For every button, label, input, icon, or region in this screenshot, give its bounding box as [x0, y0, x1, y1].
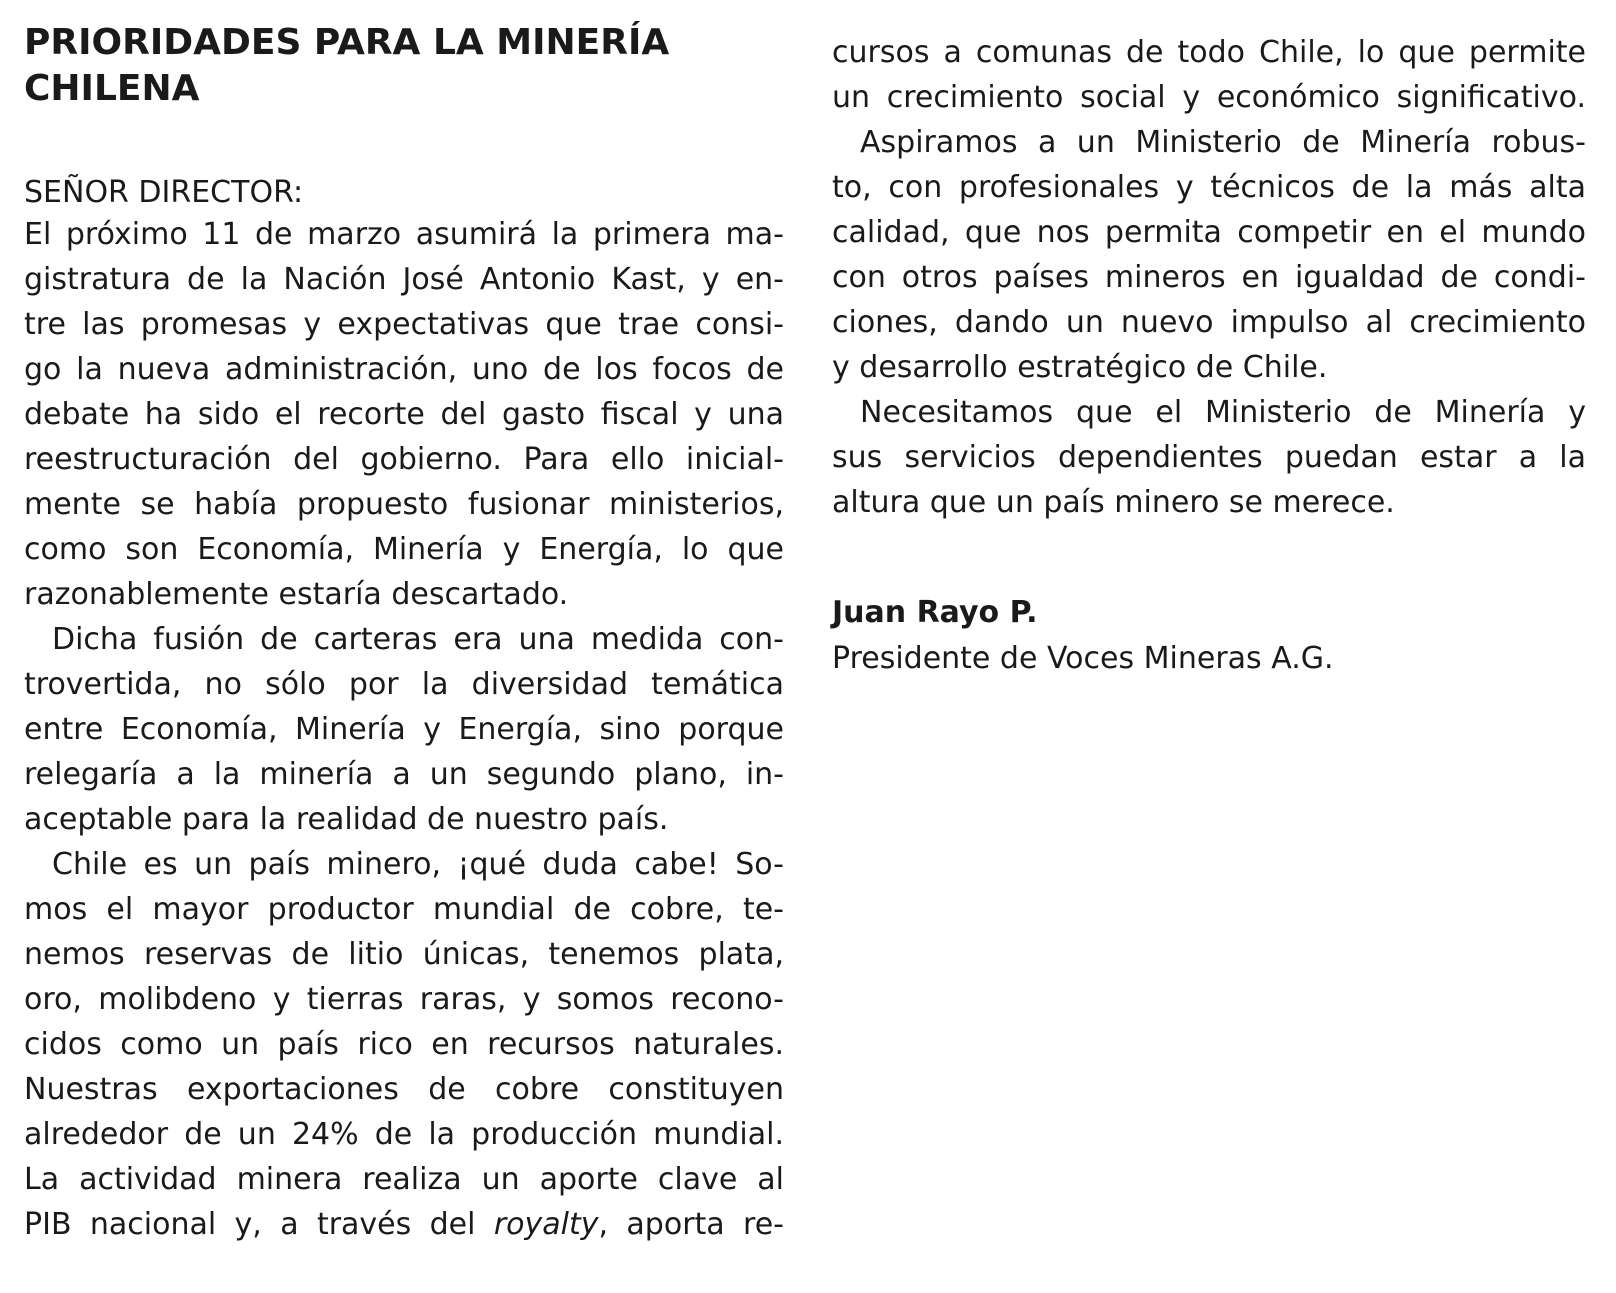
article-title-line-1: PRIORIDADES PARA LA MINERÍA [24, 22, 670, 63]
body-line: tre las promesas y expectativas que trae consi- [24, 307, 784, 342]
body-line: Nuestras exportaciones de cobre constituyen [24, 1072, 784, 1107]
body-line: entre Economía, Minería y Energía, sino porque [24, 712, 784, 747]
body-line: calidad, que nos permita competir en el mundo [832, 215, 1586, 250]
body-line: Aspiramos a un Ministerio de Minería robus- [860, 125, 1586, 160]
body-line: La actividad minera realiza un aporte clave al [24, 1162, 784, 1197]
body-line: mos el mayor productor mundial de cobre, te- [24, 892, 784, 927]
body-line: oro, molibdeno y tierras raras, y somos recono- [24, 982, 784, 1017]
body-line: con otros países mineros en igualdad de condi- [832, 260, 1586, 295]
body-line: altura que un país minero se merece. [832, 485, 1395, 520]
body-line: to, con profesionales y técnicos de la más alta [832, 170, 1586, 205]
body-line: go la nueva administración, uno de los focos de [24, 352, 784, 387]
body-line: debate ha sido el recorte del gasto fiscal y una [24, 397, 784, 432]
body-line: gistratura de la Nación José Antonio Kast, y en- [24, 262, 784, 297]
article-title-line-2: CHILENA [24, 68, 200, 109]
body-line: como son Economía, Minería y Energía, lo que [24, 532, 784, 567]
body-line: razonablemente estaría descartado. [24, 577, 569, 612]
body-line: Dicha fusión de carteras era una medida con- [52, 622, 784, 657]
body-line: cursos a comunas de todo Chile, lo que permite [832, 35, 1586, 70]
body-line: relegaría a la minería a un segundo plano, in- [24, 757, 784, 792]
body-line: trovertida, no sólo por la diversidad temática [24, 667, 784, 702]
body-line: sus servicios dependientes puedan estar a la [832, 440, 1586, 475]
body-line: y desarrollo estratégico de Chile. [832, 350, 1328, 385]
body-line: reestructuración del gobierno. Para ello inicial- [24, 442, 784, 477]
salutation: SEÑOR DIRECTOR: [24, 175, 304, 210]
signature-name: Juan Rayo P. [832, 595, 1038, 630]
body-line: un crecimiento social y económico significativo. [832, 80, 1586, 115]
body-line: alrededor de un 24% de la producción mundial. [24, 1117, 784, 1152]
signature-role: Presidente de Voces Mineras A.G. [832, 641, 1334, 676]
body-line: mente se había propuesto fusionar ministerios, [24, 487, 784, 522]
body-line: nemos reservas de litio únicas, tenemos plata, [24, 937, 784, 972]
body-line: PIB nacional y, a través del royalty, aporta re- [24, 1207, 784, 1242]
body-line: Chile es un país minero, ¡qué duda cabe! So- [52, 847, 784, 882]
body-line: El próximo 11 de marzo asumirá la primera ma- [24, 217, 784, 252]
body-line: cidos como un país rico en recursos naturales. [24, 1027, 784, 1062]
body-line: ciones, dando un nuevo impulso al crecimiento [832, 305, 1586, 340]
body-line: Necesitamos que el Ministerio de Minería y [860, 395, 1586, 430]
article-title [24, 20, 784, 112]
body-line: aceptable para la realidad de nuestro país. [24, 802, 669, 837]
